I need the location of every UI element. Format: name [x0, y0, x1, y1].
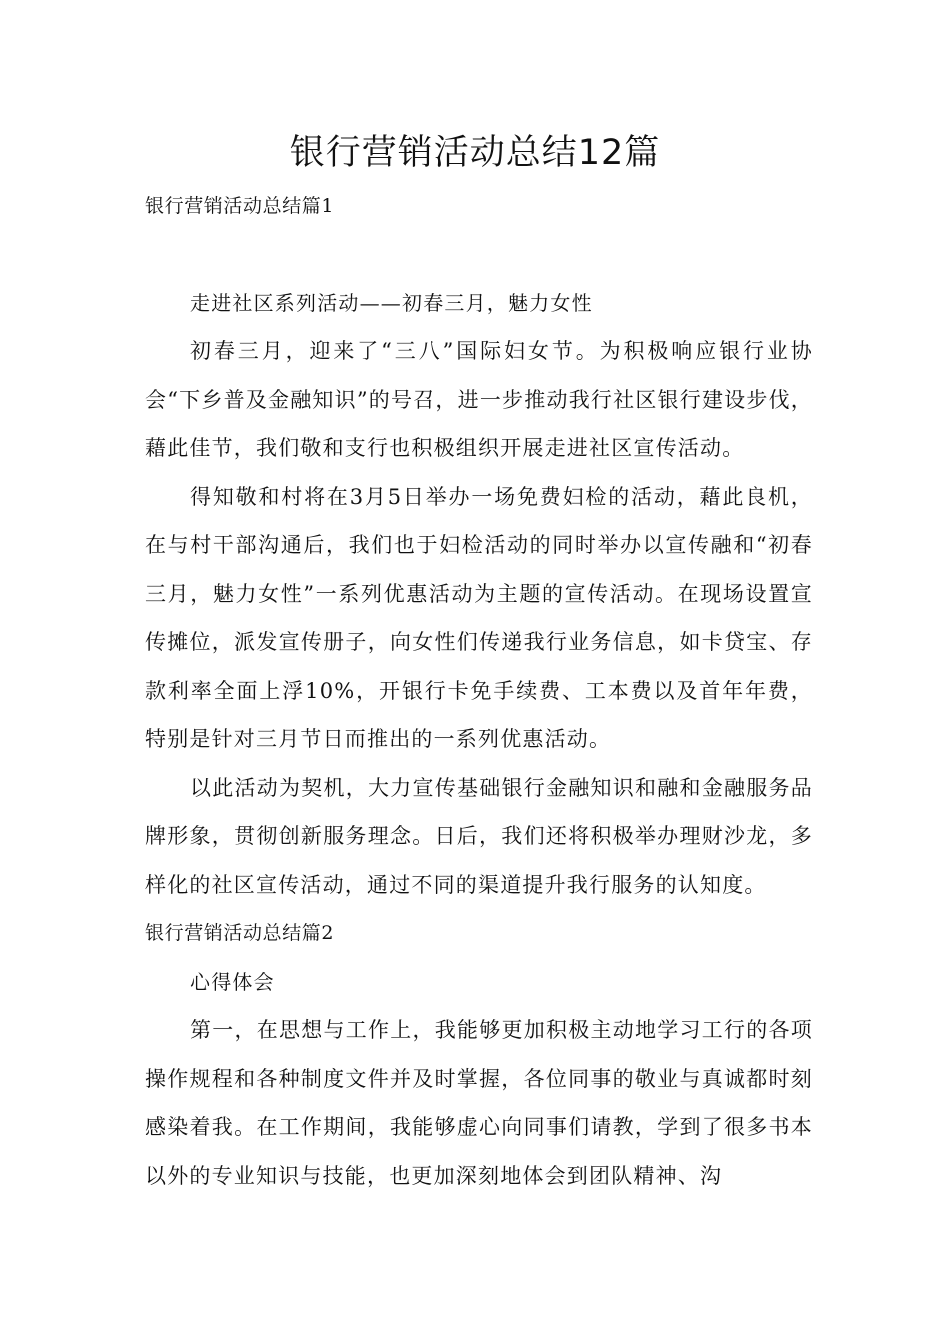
spacer: [145, 231, 813, 279]
section-subtitle: 心得体会: [190, 969, 275, 994]
section-heading: 银行营销活动总结篇1: [145, 195, 335, 217]
section-subtitle: 走进社区系列活动——初春三月，魅力女性: [190, 290, 593, 315]
paragraph: 以此活动为契机，大力宣传基础银行金融知识和融和金融服务品牌形象，贯彻创新服务理念。日后，我们还将积极举办理财沙龙，多样化的社区宣传活动，通过不同的渠道提升我行服务的认知度。: [145, 775, 813, 897]
document-title: 银行营销活动总结12篇: [289, 133, 661, 173]
paragraph: 第一，在思想与工作上，我能够更加积极主动地学习工行的各项操作规程和各种制度文件并及时掌握，各位同事的敬业与真诚都时刻感染着我。在工作期间，我能够虚心向同事们请教，学到了很多书本以外的专业知识与技能，也更加深刻地体会到团队精神、沟: [145, 1018, 813, 1188]
section-heading: 银行营销活动总结篇2: [145, 922, 335, 944]
paragraph: 得知敬和村将在3月5日举办一场免费妇检的活动，藉此良机，在与村干部沟通后，我们也于妇检活动的同时举办以宣传融和“初春三月，魅力女性”一系列优惠活动为主题的宣传活动。在现场设置宣传摊位，派发宣传册子，向女性们传递我行业务信息，如卡贷宝、存款利率全面上浮10%，开银行卡免手续费、工本费以及首年年费，特别是针对三月节日而推出的一系列优惠活动。: [145, 484, 813, 751]
paragraph: 初春三月，迎来了“三八”国际妇女节。为积极响应银行业协会“下乡普及金融知识”的号召，进一步推动我行社区银行建设步伐，藉此佳节，我们敬和支行也积极组织开展走进社区宣传活动。: [145, 339, 813, 460]
document-body: [145, 182, 813, 1200]
